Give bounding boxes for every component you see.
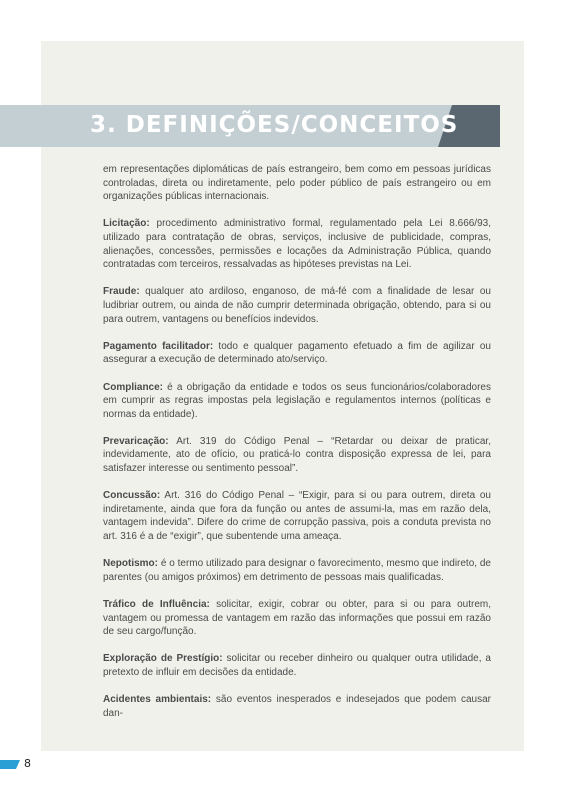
definition-exploracao-prestigio bbox=[103, 652, 491, 679]
definition-text: procedimento administrativo formal, regulamentado pela Lei 8.666/93, utilizado para contratação de obras, serviços, inclusive de publicidade, compras, alienações, concessões, permissões e locações da Administração Pública, quando contratadas com terceiros, ressalvadas as hipóteses previstas na Lei. bbox=[103, 218, 491, 271]
definition-text: Art. 319 do Código Penal – “Retardar ou deixar de praticar, indevidamente, ato de ofício, ou praticá-lo contra disposição expressa de lei, para satisfazer interesse ou sentimento pessoal”. bbox=[103, 435, 491, 475]
definition-licitacao bbox=[103, 217, 491, 271]
definition-term: Tráfico de Influência: bbox=[103, 599, 210, 610]
definition-acidentes-ambientais bbox=[103, 693, 491, 720]
intro-paragraph: em representações diplomáticas de país estrangeiro, bem como em pessoas jurídicas controladas, direta ou indiretamente, pelo poder público de país estrangeiro ou em organizações públicas internacionais. bbox=[103, 164, 491, 203]
definition-text: solicitar, exigir, cobrar ou obter, para si ou para outrem, vantagem ou promessa de vantagem em razão das informações que possui em razão de seu cargo/função. bbox=[103, 599, 491, 638]
definition-text: qualquer ato ardiloso, enganoso, de má-fé com a finalidade de lesar ou ludibriar outrem, ou ainda de não cumprir determinada obrigação, obtendo, para si ou para outrem, vantagens ou benefícios indevidos. bbox=[103, 286, 491, 325]
definition-text: todo e qualquer pagamento efetuado a fim de agilizar ou assegurar a execução de determinado ato/serviço. bbox=[103, 340, 491, 366]
definition-prevaricacao bbox=[103, 435, 491, 476]
definition-trafico-influencia bbox=[103, 598, 491, 639]
definition-term: Exploração de Prestígio: bbox=[103, 653, 223, 665]
definition-text: solicitar ou receber dinheiro ou qualquer outra utilidade, a pretexto de influir em decisões da entidade. bbox=[103, 653, 491, 678]
definition-term: Nepotismo: bbox=[103, 558, 158, 570]
definition-nepotismo bbox=[103, 557, 491, 584]
definition-text: Art. 316 do Código Penal – “Exigir, para si ou para outrem, direta ou indiretamente, ainda que fora da função ou antes de assumi-la, mas em razão dela, vantagem indevida”. Difere do crime de corrupção passiva, pois a conduta prevista no art. 316 é a de “exigir”, que subentende uma ameaça. bbox=[103, 490, 491, 543]
section-banner bbox=[0, 105, 500, 147]
page-marker-icon bbox=[0, 758, 20, 770]
definition-term: Acidentes ambientais: bbox=[103, 694, 212, 706]
definitions-content bbox=[103, 163, 491, 734]
definition-term: Compliance: bbox=[103, 381, 164, 393]
definition-pagamento-facilitador bbox=[103, 340, 491, 367]
definition-fraude bbox=[103, 285, 491, 326]
page-number: 8 bbox=[24, 757, 31, 770]
definition-text: é a obrigação da entidade e todos os seus funcionários/colaboradores em cumprir as regras impostas pela legislação e regulamentos internos (políticas e normas da entidade). bbox=[103, 381, 491, 420]
definition-term: Concussão: bbox=[103, 490, 161, 502]
definition-text: são eventos inesperados e indesejados que podem causar dan- bbox=[103, 694, 491, 719]
definition-concussao bbox=[103, 489, 491, 543]
section-title: 3. DEFINIÇÕES/CONCEITOS bbox=[90, 112, 459, 138]
definition-term: Fraude: bbox=[103, 286, 140, 298]
definition-term: Licitação: bbox=[103, 218, 150, 230]
definition-term: Pagamento facilitador: bbox=[103, 340, 214, 352]
definition-term: Prevaricação: bbox=[103, 435, 169, 447]
definition-compliance bbox=[103, 381, 491, 422]
definition-text: é o termo utilizado para designar o favorecimento, mesmo que indireto, de parentes (ou amigos próximos) em detrimento de pessoas mais qualificadas. bbox=[103, 558, 491, 583]
